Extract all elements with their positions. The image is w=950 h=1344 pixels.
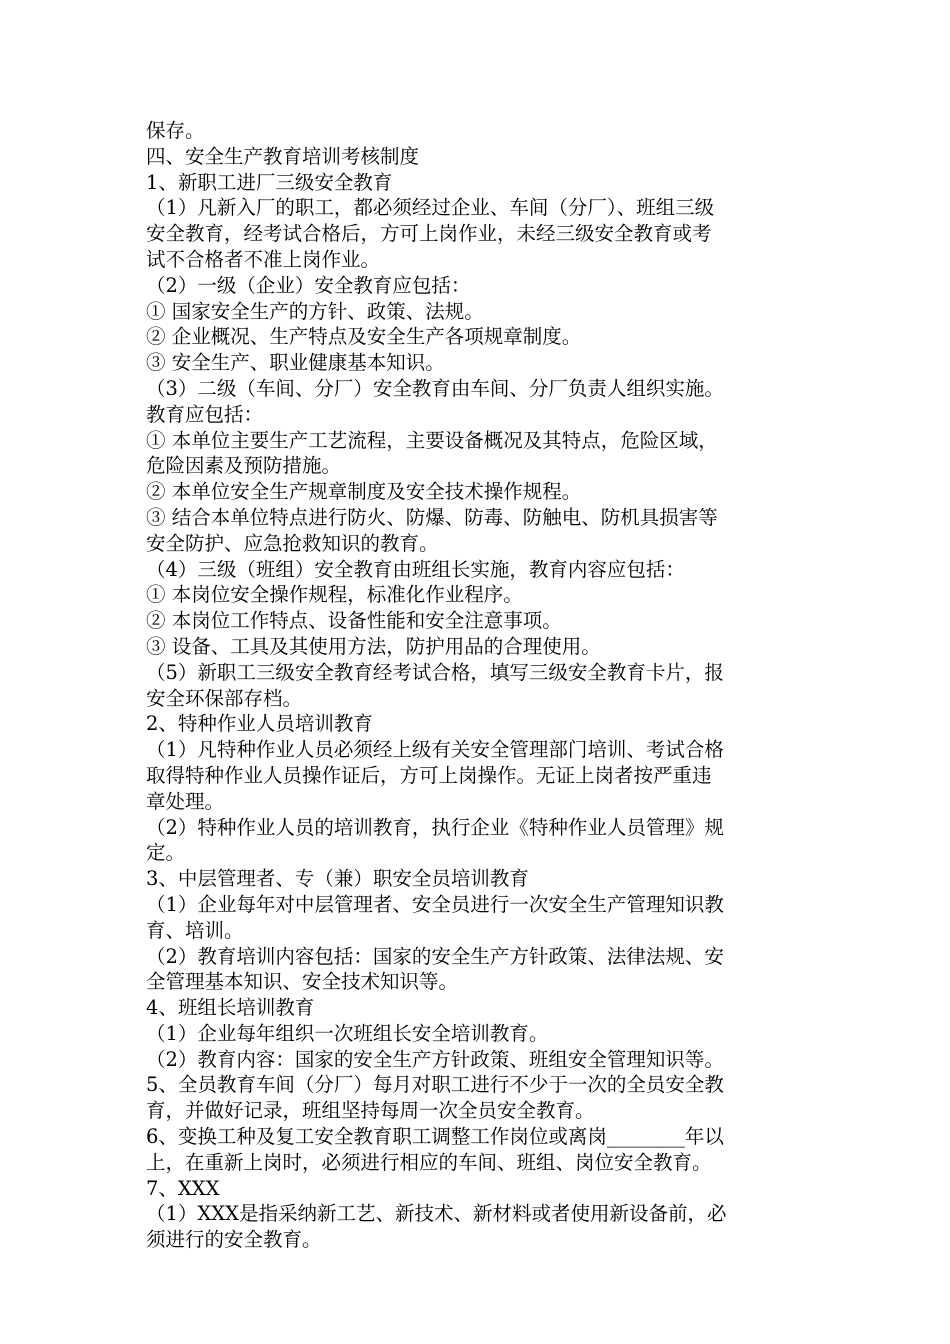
list-item: ① 国家安全生产的方针、政策、法规。 (146, 299, 484, 323)
text-line: 全管理基本知识、安全技术知识等。 (146, 970, 459, 994)
text-line: 育、培训。 (146, 918, 244, 942)
text-line: 定。 (146, 841, 186, 865)
subsection-heading: 2、特种作业人员培训教育 (146, 712, 373, 736)
subsection-heading: 1、新职工进厂三级安全教育 (146, 170, 393, 194)
text-line: 5、全员教育车间（分厂）每月对职工进行不少于一次的全员安全教 (146, 1073, 724, 1097)
text-line: 教育应包括： (146, 402, 264, 426)
text-line: 安全教育，经考试合格后，方可上岗作业，未经三级安全教育或考 (146, 222, 712, 246)
text-line: （2）教育内容：国家的安全生产方针政策、班组安全管理知识等。 (146, 1047, 724, 1071)
subsection-heading: 4、班组长培训教育 (146, 996, 315, 1020)
text-line: 取得特种作业人员操作证后，方可上岗操作。无证上岗者按严重违 (146, 763, 712, 787)
text-line: 须进行的安全教育。 (146, 1228, 322, 1252)
list-item: ② 本岗位工作特点、设备性能和安全注意事项。 (146, 609, 562, 633)
text-line: 保存。 (146, 119, 205, 142)
text-line: （1）企业每年对中层管理者、安全员进行一次安全生产管理知识教 (146, 892, 724, 916)
text-line: 安全防护、应急抢救知识的教育。 (146, 531, 439, 555)
text-line: 试不合格者不准上岗作业。 (146, 247, 381, 271)
list-item: ③ 设备、工具及其使用方法，防护用品的合理使用。 (146, 634, 601, 658)
text-line: （1）企业每年组织一次班组长安全培训教育。 (146, 1021, 549, 1045)
text-line: （1）XXX是指采纳新工艺、新技术、新材料或者使用新设备前，必 (146, 1202, 727, 1226)
text-line: （2）特种作业人员的培训教育，执行企业《特种作业人员管理》规 (146, 815, 724, 839)
document-body (146, 118, 814, 1253)
text-line: （5）新职工三级安全教育经考试合格，填写三级安全教育卡片，报 (146, 660, 724, 684)
text-line: 育，并做好记录，班组坚持每周一次全员安全教育。 (146, 1099, 595, 1123)
list-item: ② 本单位安全生产规章制度及安全技术操作规程。 (146, 480, 582, 504)
text-line: （3）二级（车间、分厂）安全教育由车间、分厂负责人组织实施。 (146, 376, 724, 400)
text-line: （2）一级（企业）安全教育应包括： (146, 273, 471, 297)
list-item: ① 本单位主要生产工艺流程，主要设备概况及其特点，危险区域， (146, 428, 718, 452)
text-line: （1）凡新入厂的职工，都必须经过企业、车间（分厂）、班组三级 (146, 196, 715, 220)
list-item: ② 企业概况、生产特点及安全生产各项规章制度。 (146, 325, 582, 349)
text-line: 安全环保部存档。 (146, 686, 303, 710)
text-line: 危险因素及预防措施。 (146, 454, 342, 478)
text-line: （1）凡特种作业人员必须经上级有关安全管理部门培训、考试合格 (146, 738, 724, 762)
list-item: ① 本岗位安全操作规程，标准化作业程序。 (146, 583, 523, 607)
list-item: ③ 安全生产、职业健康基本知识。 (146, 351, 445, 375)
text-line: 6、变换工种及复工安全教育职工调整工作岗位或离岗________年以 (146, 1125, 724, 1149)
list-item: ③ 结合本单位特点进行防火、防爆、防毒、防触电、防机具损害等 (146, 505, 718, 529)
text-line: 上，在重新上岗时，必须进行相应的车间、班组、岗位安全教育。 (146, 1150, 712, 1174)
subsection-heading: 3、中层管理者、专（兼）职安全员培训教育 (146, 867, 529, 891)
section-heading: 四、安全生产教育培训考核制度 (146, 144, 420, 168)
text-line: 章处理。 (146, 789, 225, 813)
text-line: （4）三级（班组）安全教育由班组长实施，教育内容应包括： (146, 557, 685, 581)
text-line: （2）教育培训内容包括：国家的安全生产方针政策、法律法规、安 (146, 944, 724, 968)
subsection-heading: 7、XXX (146, 1176, 220, 1200)
